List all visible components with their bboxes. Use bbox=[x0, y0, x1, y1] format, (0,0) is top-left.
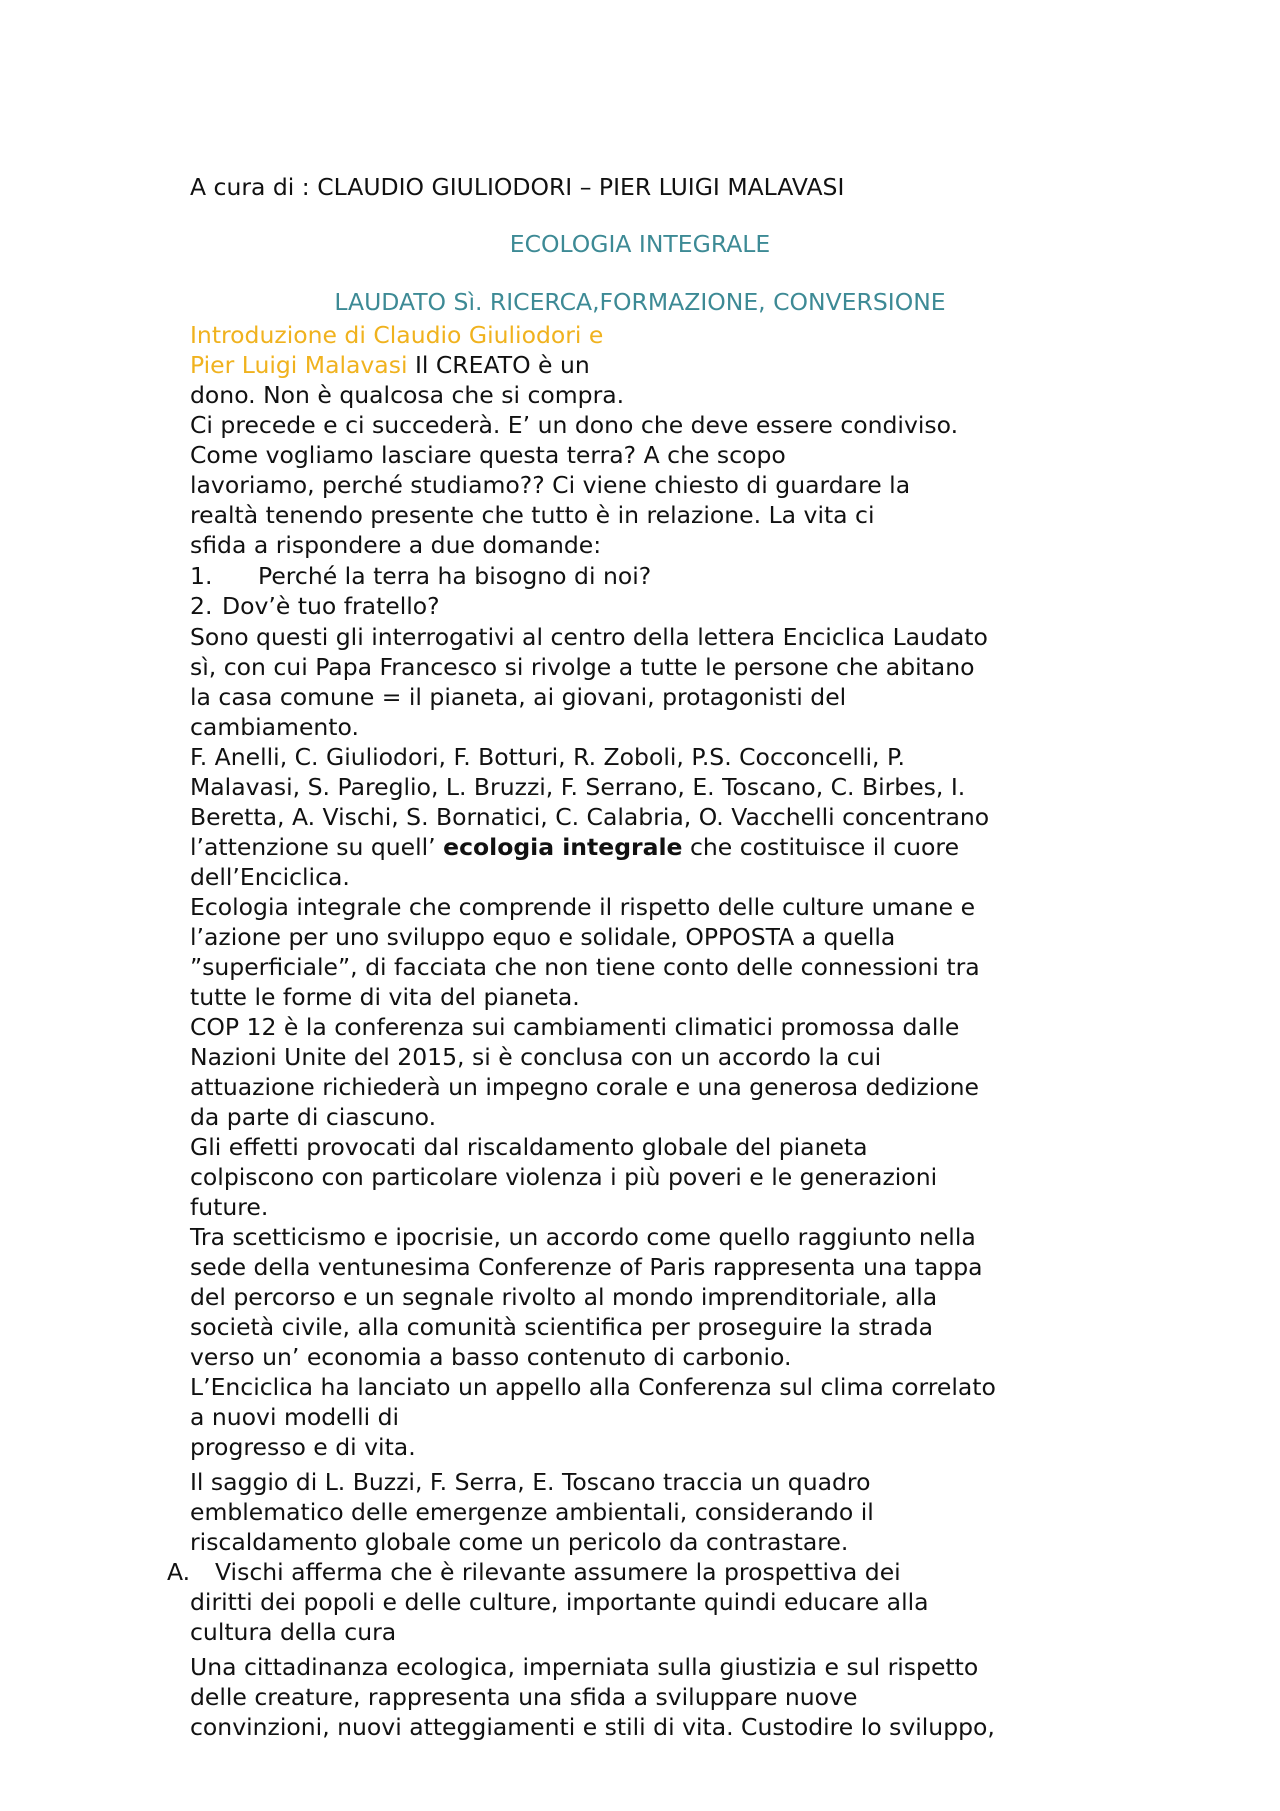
body-line: lavoriamo, perché studiamo?? Ci viene chiesto di guardare la bbox=[190, 471, 911, 499]
body-line: future. bbox=[190, 1193, 269, 1221]
body-line: Tra scetticismo e ipocrisie, un accordo come quello raggiunto nella bbox=[190, 1223, 976, 1251]
body-line: sfida a rispondere a due domande: bbox=[190, 531, 602, 559]
body-line: L’Enciclica ha lanciato un appello alla Conferenza sul clima correlato bbox=[190, 1373, 996, 1401]
body-line: Ecologia integrale che comprende il rispetto delle culture umane e bbox=[190, 893, 976, 921]
body-line: Vischi afferma che è rilevante assumere la prospettiva dei bbox=[215, 1558, 901, 1586]
body-line: del percorso e un segnale rivolto al mondo imprenditoriale, alla bbox=[190, 1283, 938, 1311]
body-line: società civile, alla comunità scientifica per proseguire la strada bbox=[190, 1313, 934, 1341]
body-line: delle creature, rappresenta una sfida a sviluppare nuove bbox=[190, 1683, 858, 1711]
body-line: Come vogliamo lasciare questa terra? A che scopo bbox=[190, 441, 786, 469]
body-line: Sono questi gli interrogativi al centro della lettera Enciclica Laudato bbox=[190, 623, 988, 651]
intro-line2-rest: Il CREATO è un bbox=[407, 351, 590, 379]
body-line: Malavasi, S. Pareglio, L. Bruzzi, F. Serrano, E. Toscano, C. Birbes, I. bbox=[190, 773, 966, 801]
body-line: attuazione richiederà un impegno corale e una generosa dedizione bbox=[190, 1073, 979, 1101]
body-line: l’azione per uno sviluppo equo e solidale, OPPOSTA a quella bbox=[190, 923, 896, 951]
body-line-post: che costituisce il cuore bbox=[682, 833, 960, 861]
body-line: ”superficiale”, di facciata che non tiene conto delle connessioni tra bbox=[190, 953, 980, 981]
body-line: diritti dei popoli e delle culture, importante quindi educare alla bbox=[190, 1588, 929, 1616]
body-line: COP 12 è la conferenza sui cambiamenti climatici promossa dalle bbox=[190, 1013, 960, 1041]
body-line: Ci precede e ci succederà. E’ un dono che deve essere condiviso. bbox=[190, 411, 959, 439]
document-title: ECOLOGIA INTEGRALE bbox=[509, 230, 771, 258]
body-line: Il saggio di L. Buzzi, F. Serra, E. Toscano traccia un quadro bbox=[190, 1468, 871, 1496]
body-line: realtà tenendo presente che tutto è in relazione. La vita ci bbox=[190, 501, 875, 529]
question-1-text: Perché la terra ha bisogno di noi? bbox=[258, 562, 652, 590]
body-line: dell’Enciclica. bbox=[190, 863, 350, 891]
body-line: cambiamento. bbox=[190, 713, 359, 741]
body-line: da parte di ciascuno. bbox=[190, 1103, 437, 1131]
body-line-pre: l’attenzione su quell’ bbox=[190, 833, 444, 861]
body-line: Beretta, A. Vischi, S. Bornatici, C. Calabria, O. Vacchelli concentrano bbox=[190, 803, 990, 831]
body-line: emblematico delle emergenze ambientali, considerando il bbox=[190, 1498, 874, 1526]
question-2-number: 2. bbox=[190, 592, 213, 620]
question-2-text: Dov’è tuo fratello? bbox=[222, 592, 440, 620]
body-line: dono. Non è qualcosa che si compra. bbox=[190, 381, 625, 409]
body-line: Nazioni Unite del 2015, si è conclusa con un accordo la cui bbox=[190, 1043, 882, 1071]
byline: A cura di : CLAUDIO GIULIODORI – PIER LUIGI MALAVASI bbox=[190, 173, 845, 201]
list-marker-a: A. bbox=[167, 1558, 191, 1586]
body-line bbox=[190, 832, 959, 862]
body-line: Una cittadinanza ecologica, imperniata sulla giustizia e sul rispetto bbox=[190, 1653, 979, 1681]
intro-heading-line1: Introduzione di Claudio Giuliodori e bbox=[190, 321, 604, 349]
intro-line2 bbox=[190, 350, 590, 380]
body-line: F. Anelli, C. Giuliodori, F. Botturi, R. Zoboli, P.S. Cocconcelli, P. bbox=[190, 743, 905, 771]
body-line: riscaldamento globale come un pericolo da contrastare. bbox=[190, 1528, 849, 1556]
body-line: cultura della cura bbox=[190, 1618, 397, 1646]
question-1-number: 1. bbox=[190, 562, 213, 590]
body-line: a nuovi modelli di bbox=[190, 1403, 400, 1431]
body-line: sede della ventunesima Conferenze of Paris rappresenta una tappa bbox=[190, 1253, 983, 1281]
intro-heading-line2: Pier Luigi Malavasi bbox=[190, 351, 408, 379]
body-line: colpiscono con particolare violenza i più poveri e le generazioni bbox=[190, 1163, 938, 1191]
document-subtitle: LAUDATO Sì. RICERCA,FORMAZIONE, CONVERSIONE bbox=[334, 288, 946, 316]
body-line: convinzioni, nuovi atteggiamenti e stili di vita. Custodire lo sviluppo, bbox=[190, 1713, 995, 1741]
body-line: tutte le forme di vita del pianeta. bbox=[190, 983, 580, 1011]
body-line: la casa comune = il pianeta, ai giovani, protagonisti del bbox=[190, 683, 847, 711]
body-line: verso un’ economia a basso contenuto di carbonio. bbox=[190, 1343, 792, 1371]
body-line: Gli effetti provocati dal riscaldamento globale del pianeta bbox=[190, 1133, 868, 1161]
emphasis-ecologia-integrale: ecologia integrale bbox=[443, 833, 683, 861]
body-line: sì, con cui Papa Francesco si rivolge a tutte le persone che abitano bbox=[190, 653, 975, 681]
body-line: progresso e di vita. bbox=[190, 1433, 416, 1461]
